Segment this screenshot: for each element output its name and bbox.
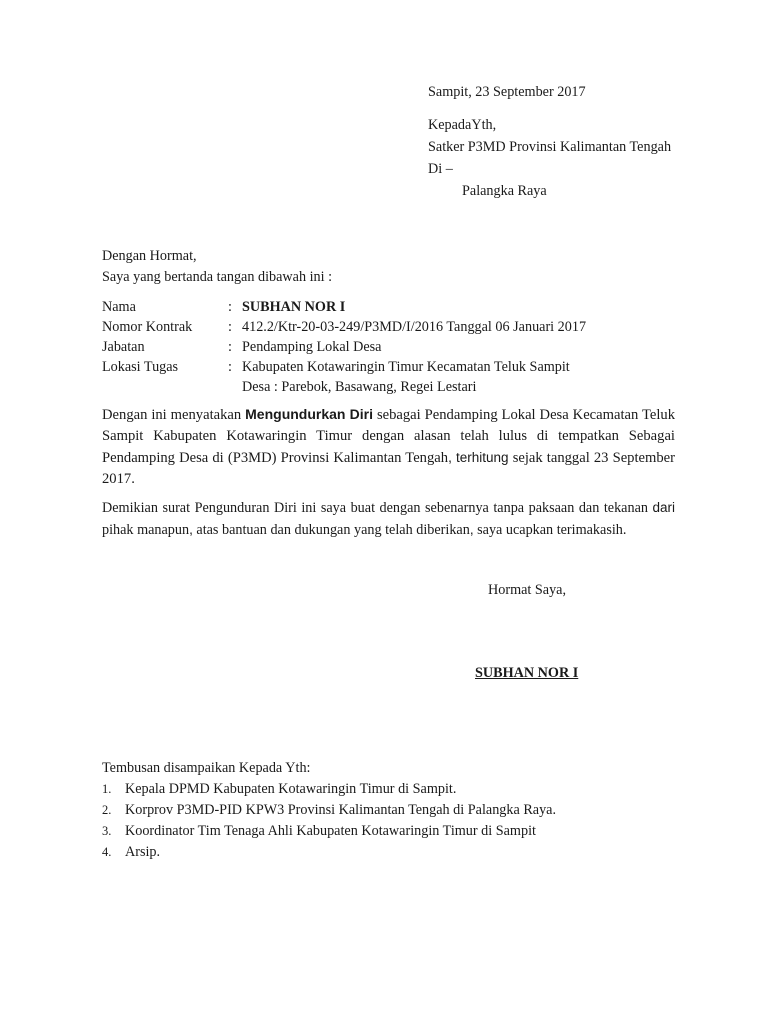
greeting-block [102, 246, 332, 288]
jabatan-label: Jabatan [102, 339, 145, 355]
recipient-block [428, 114, 671, 202]
closing-dari: dari [652, 500, 675, 515]
lokasi-label: Lokasi Tugas [102, 359, 179, 375]
greeting: Dengan Hormat, [102, 248, 197, 264]
statement-part3: , terhitung [448, 450, 509, 465]
recipient-salutation: KepadaYth, [428, 117, 497, 133]
colon: : [228, 299, 232, 315]
closing-salutation: Hormat Saya, [488, 582, 567, 598]
statement-part2: sebagai Pendamping Lokal Desa Kecamatan Teluk Sampit Kabupaten Kotawaringin Timur dengan alasan telah lulus di tempatkan Sebagai Pendamping Desa di (P3MD) Provinsi Kalimantan Tengah [102, 407, 675, 466]
statement-bold: Mengundurkan Diri [245, 406, 373, 422]
nama-label: Nama [102, 299, 136, 315]
closing-part3: atas bantuan dan dukungan yang telah diberikan [192, 522, 470, 538]
signer-name: SUBHAN NOR I [475, 665, 579, 681]
colon: : [228, 359, 232, 375]
recipient-office: Satker P3MD Provinsi Kalimantan Tengah [428, 139, 672, 155]
colon: : [228, 319, 232, 335]
statement-paragraph [102, 404, 675, 490]
nama-value: SUBHAN NOR I [242, 299, 346, 315]
kontrak-label: Nomor Kontrak [102, 319, 193, 335]
identity-table [102, 297, 586, 397]
identity-row-lokasi [102, 357, 586, 377]
cc-number: 3. [102, 824, 112, 838]
cc-number: 1. [102, 782, 112, 796]
cc-text: Korprov P3MD-PID KPW3 Provinsi Kalimantan Tengah di Palangka Raya. [125, 802, 557, 818]
cc-text: Koordinator Tim Tenaga Ahli Kabupaten Kotawaringin Timur di Sampit [125, 823, 536, 839]
cc-item [102, 842, 556, 863]
cc-list [102, 779, 556, 863]
place-date: Sampit, 23 September 2017 [428, 84, 586, 100]
cc-item [102, 800, 556, 821]
cc-number: 4. [102, 845, 112, 859]
closing-part1: Demikian surat Pengunduran Diri ini saya buat dengan sebenarnya tanpa paksaan dan tekanan [102, 500, 653, 516]
lokasi-value: Kabupaten Kotawaringin Timur Kecamatan Teluk Sampit [242, 359, 570, 375]
identity-row-jabatan [102, 337, 586, 357]
recipient-city: Palangka Raya [462, 183, 547, 199]
recipient-di: Di – [428, 161, 453, 177]
jabatan-value: Pendamping Lokal Desa [242, 339, 382, 355]
identity-row-kontrak [102, 317, 586, 337]
closing-part2: pihak manapun [102, 522, 190, 538]
colon: : [228, 339, 232, 355]
cc-item [102, 779, 556, 800]
closing-comma2: , [469, 522, 474, 537]
lokasi-value-desa: Desa : Parebok, Basawang, Regei Lestari [242, 379, 477, 395]
statement-part4: sejak tanggal 23 September 2017. [102, 450, 675, 487]
cc-text: Arsip. [125, 844, 161, 860]
identity-row-nama [102, 297, 586, 317]
closing-comma1: , [189, 522, 193, 537]
kontrak-value: 412.2/Ktr-20-03-249/P3MD/I/2016 Tanggal 06 Januari 2017 [242, 319, 587, 335]
closing-part4: saya ucapkan terimakasih. [473, 522, 627, 538]
statement-part1: Dengan ini menyatakan [102, 407, 246, 423]
intro-line: Saya yang bertanda tangan dibawah ini : [102, 269, 333, 285]
cc-title: Tembusan disampaikan Kepada Yth: [102, 760, 311, 776]
cc-number: 2. [102, 803, 112, 817]
cc-item [102, 821, 556, 842]
cc-text: Kepala DPMD Kabupaten Kotawaringin Timur di Sampit. [125, 781, 457, 797]
closing-paragraph [102, 497, 675, 541]
